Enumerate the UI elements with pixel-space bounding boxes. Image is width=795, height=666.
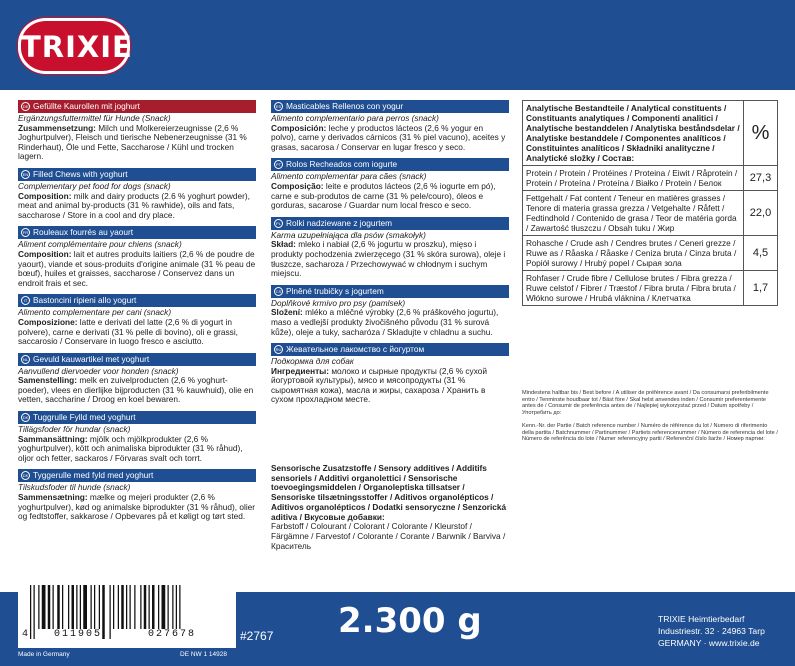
barcode-digit-lead: 4: [22, 629, 29, 640]
language-section: [18, 294, 256, 346]
language-badge: RU: [275, 347, 282, 353]
barcode-bar: [102, 585, 105, 639]
right-column: [271, 100, 509, 411]
language-badge: EN: [22, 171, 29, 177]
section-subtitle: Alimento complementare per cani (snack): [18, 307, 172, 318]
language-section: [18, 100, 256, 162]
section-title: Rouleaux fourrés au yaourt: [33, 227, 134, 238]
composition-text: mléko a mléčné výrobky (2,6 % práškového jogurtu), maso a vedlejší produkty živočišného původu (31 % surová kůže), oleje a tuky, sacharóza / Skladujte v chladnu a suchu.: [271, 307, 499, 337]
language-badge: PL: [274, 219, 283, 228]
language-section: [18, 469, 256, 521]
composition-label: Composición:: [271, 122, 327, 133]
section-title: Plněné trubičky s jogurtem: [286, 285, 384, 296]
analysis-row-value: 27,3: [744, 166, 778, 191]
barcode-bar: [140, 585, 141, 629]
composition-label: Composition:: [18, 190, 72, 201]
barcode-bar: [57, 585, 60, 629]
analysis-row-value: 22,0: [744, 191, 778, 236]
section-title: Filled Chews with yoghurt: [33, 168, 128, 179]
barcode-digits-right: 027678: [148, 629, 197, 640]
barcode-bar: [152, 585, 155, 629]
composition-label: Sammensætning:: [18, 492, 88, 503]
barcode-bar: [110, 585, 111, 639]
section-header: [271, 100, 509, 113]
composition-text: lait et autres produits laitiers (2,6 % de poudre de yaourt), viande et sous-produits d'origine animale (31 % peau de bœuf), huiles et graisses, saccharose / Conservez dans un endroit frais et sec.: [18, 248, 256, 288]
section-header: [18, 168, 256, 181]
composition-label: Composition:: [18, 248, 72, 259]
section-body: [271, 124, 509, 153]
additives-text: Farbstoff / Colourant / Colorant / Colorante / Kleurstof / Färgämne / Farvestof / Colorante / Corante / Barwnik / Barviva / Краситель: [271, 521, 506, 551]
barcode-bar: [158, 585, 159, 629]
section-subtitle: Tillägsfoder för hundar (snack): [18, 424, 131, 435]
language-badge: DE: [22, 104, 29, 109]
additives-block: [271, 464, 511, 551]
barcode-bar: [53, 585, 54, 629]
section-body: [18, 250, 256, 288]
language-badge: CS: [275, 288, 282, 294]
section-header: [18, 100, 256, 113]
barcode-bar: [34, 585, 35, 639]
analysis-row: [523, 236, 778, 271]
language-section: [18, 226, 256, 288]
barcode-bar: [62, 585, 63, 629]
batch-number-note: Kenn.-Nr. der Partie / Batch reference number / Numéro de référence du lot / Numero di riferimento della partita / Batchnummer / Partinummer / Partiets referencenummer / Número de referencia del lote / Número de referência do lote / Numer referencyjny partii / Referenční číslo šarže / Номер партии:: [522, 423, 778, 443]
analysis-header-row: [523, 101, 778, 166]
section-header: [18, 226, 256, 239]
composition-label: Skład:: [271, 239, 296, 250]
language-badge: FR: [22, 230, 29, 236]
language-badge: IT: [21, 296, 30, 305]
composition-label: Composizione:: [18, 316, 78, 327]
section-header: [18, 294, 256, 307]
analysis-row: [523, 191, 778, 236]
analysis-row: [523, 166, 778, 191]
barcode-bar: [126, 585, 127, 629]
logo-text: TRIXIE: [21, 30, 133, 64]
section-header: [18, 353, 256, 366]
section-header: [271, 343, 509, 356]
barcode-bar: [149, 585, 150, 629]
section-body: [271, 367, 509, 405]
section-header: [271, 158, 509, 171]
section-body: [271, 308, 509, 337]
composition-label: Ингредиенты:: [271, 365, 330, 376]
section-subtitle: Подкормка для собак: [271, 356, 354, 367]
address-line: GERMANY · www.trixie.de: [658, 638, 760, 648]
section-body: [18, 192, 256, 221]
language-badge: DK: [22, 415, 29, 421]
barcode-digits-left: 011905: [54, 629, 103, 640]
composition-label: Sammansättning:: [18, 433, 88, 444]
analysis-row-label: Protein / Protein / Protéines / Proteina / Eiwit / Råprotein / Protein / Proteína / Proteína / Białko / Protein / Белок: [523, 166, 744, 191]
barcode-bar: [42, 585, 46, 629]
section-body: [18, 435, 256, 464]
section-title: Gevuld kauwartikel met yoghurt: [33, 353, 150, 364]
section-body: [18, 318, 256, 347]
section-title: Bastoncini ripieni allo yogurt: [33, 295, 137, 306]
barcode-bar: [113, 585, 114, 629]
barcode-bar: [76, 585, 77, 629]
analysis-header: Analytische Bestandteile / Analytical constituents / Constituants analytiques / Componenti analitici / Analytische bestanddelen / Analytiska beståndsdelar / Analytiske bestanddele / Componentes analíticos / Constituintes analíticos / Składniki analityczne / Analytické složky / Состав:: [523, 101, 744, 166]
language-section: [271, 343, 509, 405]
composition-label: Zusammensetzung:: [18, 122, 96, 133]
composition-text: milk and dairy products (2.6 % yoghurt powder), meat and animal by-products (31 % rawhide), oils and fats, saccharose / Store in a cool and dry place.: [18, 190, 250, 220]
language-badge: DK: [22, 473, 29, 479]
barcode-bar: [48, 585, 51, 629]
barcode-bar: [99, 585, 100, 629]
composition-text: mleko i nabiał (2,6 % jogurtu w proszku), mięso i produkty pochodzenia zwierzęcego (31 % skóra surowa), oleje i tłuszcze, sacharoza / Przechowywać w chłodnym i suchym miejscu.: [271, 239, 506, 279]
language-section: [271, 100, 509, 152]
trixie-logo: [18, 18, 133, 74]
best-before-note: Mindestens haltbar bis / Best before / A utiliser de préférence avant / Da consumarsi preferibilmente entro / Tenminste houdbaar tot / Bäst före / Skal helst anvendes inden / Consumir preferentemente antes de / Consumir de preferência antes de / Najlepiej wykorzystać przed / Datum spotřeby / Употребить до:: [522, 390, 769, 417]
section-subtitle: Aanvullend diervoeder voor honden (snack): [18, 365, 179, 376]
section-title: Tyggerulle med fyld med yoghurt: [33, 470, 154, 481]
barcode-bar: [68, 585, 69, 629]
language-section: [271, 217, 509, 279]
analysis-row-value: 1,7: [744, 271, 778, 306]
language-badge: ES: [275, 104, 282, 109]
section-subtitle: Tilskudsfoder til hunde (snack): [18, 482, 131, 493]
company-address: [658, 613, 765, 649]
composition-text: leche y productos lácteos (2,6 % yogur en polvo), carne y derivados cárnicos (31 % piel vacuno), aceites y grasas, sacarosa / Conservar en lugar fresco y seco.: [271, 122, 506, 152]
language-section: [271, 285, 509, 337]
composition-text: Milch und Molkereierzeugnisse (2,6 % Joghurtpulver), Fleisch und tierische Nebenerzeugnisse (31 % Rinderhaut), Öle und Fette, Saccharose / Kühl und trocken lagern.: [18, 122, 247, 162]
barcode-bar: [38, 585, 39, 629]
barcode-bar: [30, 585, 31, 639]
section-subtitle: Alimento complementar para cães (snack): [271, 171, 427, 182]
section-body: [18, 376, 256, 405]
article-number: #2767: [240, 629, 274, 643]
percent-unit: %: [744, 101, 778, 166]
section-header: [18, 469, 256, 482]
analysis-row: [523, 271, 778, 306]
language-badge: NL: [22, 356, 29, 362]
section-title: Masticables Rellenos con yogur: [286, 101, 404, 111]
barcode-bar: [162, 585, 166, 629]
barcode-bar: [94, 585, 95, 629]
analysis-row-label: Rohfaser / Crude fibre / Cellulose brutes / Fibra grezza / Ruwe celstof / Fibrer / Træstof / Fibra bruta / Fibra bruta / Włókno surowe / Hrubá vláknina / Клетчатка: [523, 271, 744, 306]
left-column: [18, 100, 256, 528]
composition-label: Složení:: [271, 307, 303, 318]
approval-number: DE NW 1 14928: [180, 651, 227, 658]
analysis-row-value: 4,5: [744, 236, 778, 271]
composition-text: latte e derivati del latte (2,6 % di yogurt in polvere), carne e derivati (31 % pelle di bovino), oli e grassi, saccarosio / Conservare in luogo fresco e asciutto.: [18, 316, 238, 347]
section-header: [271, 285, 509, 298]
barcode-bar: [134, 585, 135, 629]
section-body: [271, 182, 509, 211]
section-title: Жевательное лакомство с йогуртом: [286, 344, 425, 355]
section-title: Gefüllte Kaurollen mit joghurt: [33, 101, 140, 111]
analysis-row-label: Fettgehalt / Fat content / Teneur en matières grasses / Tenore di materia grassa grezza / Vetgehalte / Råfett / Fedtindhold / Contenido de grasa / Teor de matéria gorda / Zawartość tłuszczu / Obsah tuku / Жир: [523, 191, 744, 236]
barcode-bar: [130, 585, 131, 629]
composition-text: mjölk och mjölkprodukter (2,6 % yoghurtpulver), kött och animaliska biprodukter (31 % råhud), oljor och fetter, sackaros / Förvaras svalt och torrt.: [18, 433, 243, 463]
composition-text: молоко и сырные продукты (2,6 % сухой йогуртовой культуры), мясо и мясопродукты (31 % сыромятная кожа), масла и жиры, сахароза / Хранить в сухом прохладном месте.: [271, 365, 488, 405]
section-subtitle: Complementary pet food for dogs (snack): [18, 180, 171, 191]
made-in: Made in Germany: [18, 651, 70, 658]
barcode-bar: [172, 585, 173, 629]
barcode-bar: [144, 585, 147, 629]
net-weight: 2.300 g: [338, 601, 482, 641]
language-section: [18, 168, 256, 220]
section-subtitle: Ergänzungsfuttermittel für Hunde (Snack): [18, 113, 171, 123]
barcode-bar: [80, 585, 81, 629]
additives-heading: Sensorische Zusatzstoffe / Sensory additives / Additifs sensoriels / Additivi organolettici / Sensorische toevoegingsmiddelen / Organoleptiska tillsatser / Sensoriske tilsætningsstoffer / Aditivos organolépticos / Aditivos organolépticos / Dodatki sensoryczne / Senzorická aditiva / Вкусовые добавки:: [271, 463, 507, 522]
section-subtitle: Alimento complementario para perros (snack): [271, 113, 439, 123]
address-line: Industriestr. 32 · 24963 Tarp: [658, 626, 765, 636]
composition-label: Composição:: [271, 180, 324, 191]
section-subtitle: Aliment complémentaire pour chiens (snack): [18, 239, 182, 250]
analysis-table: [522, 100, 778, 306]
language-section: [18, 353, 256, 405]
barcode-bar: [72, 585, 75, 629]
address-line: TRIXIE Heimtierbedarf: [658, 614, 745, 624]
barcode-bar: [168, 585, 169, 629]
barcode-bar: [91, 585, 92, 629]
section-header: [271, 217, 509, 230]
composition-text: mælke og mejeri produkter (2,6 % yoghurtpulver), kød og animalske biprodukter (31 % råhud), olier og fedtstoffer, sakkarose / Opbevares på et køligt og tørt sted.: [18, 492, 256, 522]
composition-text: melk en zuivelproducten (2,6 % yoghurt-poeder), vlees en dierlijke bijproducten (31 % kauwhuid), olie en vetten, saccharine / Droog en koel bewaren.: [18, 375, 254, 405]
section-title: Rolos Recheados com iogurte: [286, 159, 398, 170]
analysis-row-label: Rohasche / Crude ash / Cendres brutes / Ceneri grezze / Ruwe as / Råaska / Råaske / Ceniza bruta / Cinza bruta / Popiół surowy / Hrubý popel / Сырая зола: [523, 236, 744, 271]
language-section: [271, 158, 509, 210]
section-body: [271, 240, 509, 278]
composition-label: Samenstelling:: [18, 375, 78, 386]
section-title: Rolki nadziewane z jogurtem: [286, 217, 393, 228]
section-subtitle: Karma uzupełniająca dla psów (smakołyk): [271, 229, 426, 240]
section-body: [18, 493, 256, 522]
section-title: Tuggrulle Fylld med yoghurt: [33, 412, 136, 423]
language-section: [18, 411, 256, 463]
barcode-bar: [83, 585, 87, 629]
section-subtitle: Doplňkové krmivo pro psy (pamlsek): [271, 297, 406, 308]
composition-text: leite e produtos lácteos (2,6 % iogurte em pó), carne e sub-produtos de carne (31 % pele/couro), óleos e gorduras, sacarose / Guardar num local fresco e seco.: [271, 180, 496, 211]
section-header: [18, 411, 256, 424]
barcode-bar: [118, 585, 119, 629]
section-body: [18, 124, 256, 162]
barcode-bar: [121, 585, 124, 629]
language-badge: PT: [275, 162, 282, 168]
